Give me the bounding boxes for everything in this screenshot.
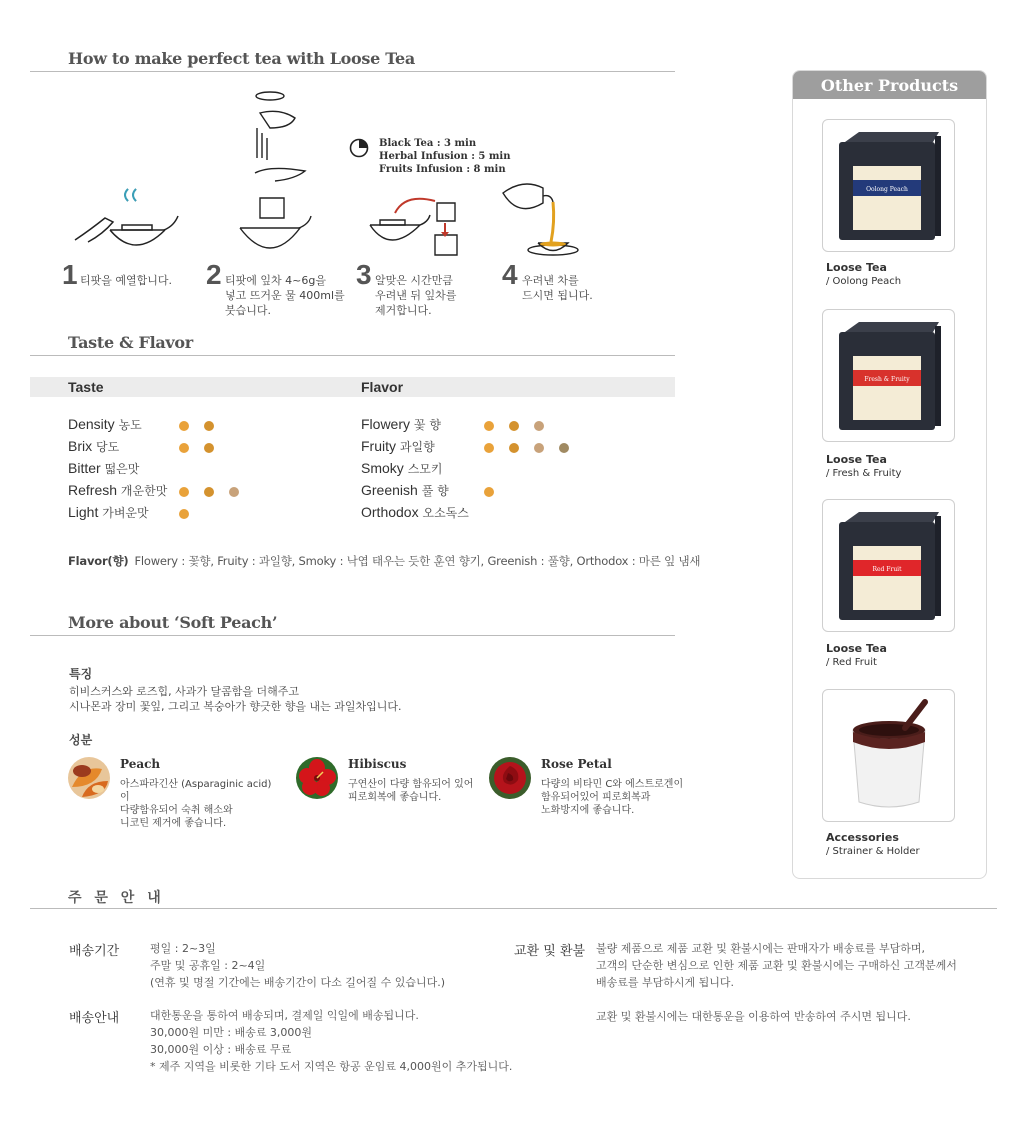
level-dot [484, 421, 494, 431]
tea-tin-image [823, 120, 954, 251]
taste-level-dots [179, 482, 254, 502]
level-dot [509, 421, 519, 431]
product-name[interactable]: / Strainer & Holder [826, 846, 920, 857]
product-category[interactable]: Accessories [826, 831, 899, 844]
delivery-info-lines [150, 1007, 512, 1075]
level-dot [204, 443, 214, 453]
ingredient-name-peach: Peach [120, 757, 161, 771]
other-products-title: Other Products [793, 71, 986, 99]
step-4-number: 4 [502, 259, 518, 290]
tin-label: Red Fruit [872, 566, 902, 573]
other-products-sidebar [792, 70, 987, 879]
delivery-period-line: 평일 : 2~3일 [150, 942, 216, 955]
step-3-number: 3 [356, 259, 372, 290]
feature-label: 특징 [69, 667, 93, 681]
flavor-legend-label: Flavor(향) [68, 554, 129, 568]
ingredients-label: 성분 [69, 733, 93, 747]
level-dot [484, 487, 494, 497]
taste-flavor-title: Taste & Flavor [68, 333, 193, 352]
flavor-row [361, 460, 442, 480]
tin-label: Oolong Peach [866, 186, 908, 193]
delivery-period-lines [150, 940, 445, 991]
step-1-number: 1 [62, 259, 78, 290]
taste-label: Bitter [68, 460, 101, 476]
flavor-label: Smoky [361, 460, 404, 476]
delivery-period-label: 배송기간 [69, 944, 120, 959]
strainer-holder-image [823, 690, 954, 821]
product-name[interactable]: / Red Fruit [826, 657, 877, 668]
taste-label: Refresh [68, 482, 118, 498]
product-fresh-fruity[interactable] [822, 309, 955, 442]
flavor-label: Fruity [361, 438, 396, 454]
product-category[interactable]: Loose Tea [826, 453, 887, 466]
product-category[interactable]: Loose Tea [826, 261, 887, 274]
step-2-text: 티팟에 잎차 4~6g을 넣고 뜨거운 물 400ml를 붓습니다. [225, 274, 345, 317]
taste-level-dots [179, 416, 229, 436]
brew-time-black: Black Tea : 3 min [379, 138, 477, 149]
product-strainer-holder[interactable] [822, 689, 955, 822]
peach-image [68, 757, 110, 799]
taste-header: Taste [68, 379, 104, 395]
delivery-info-line: 30,000원 이상 : 배송료 무료 [150, 1043, 292, 1056]
flavor-row [361, 438, 435, 458]
flavor-label-ko: 과일향 [399, 440, 435, 454]
taste-row [68, 416, 142, 436]
flavor-header: Flavor [361, 379, 404, 395]
flavor-label-ko: 꽃 향 [413, 418, 441, 432]
product-name[interactable]: / Oolong Peach [826, 276, 902, 287]
step-2-number: 2 [206, 259, 222, 290]
flavor-row [361, 416, 441, 436]
taste-level-dots [179, 438, 229, 458]
exchange-line: 고객의 단순한 변심으로 인한 제품 교환 및 환불시에는 구매하신 고객분께서 [596, 959, 957, 972]
more-about-divider [30, 635, 675, 636]
taste-row [68, 460, 139, 480]
ingredient-desc-peach: 아스파라긴산 (Asparaginic acid) 이 다량함유되어 숙취 해소와 니코틴 제거에 좋습니다. [120, 779, 272, 829]
taste-row [68, 482, 167, 502]
flavor-label-ko: 오소독스 [422, 506, 469, 520]
taste-label: Brix [68, 438, 93, 454]
level-dot [534, 443, 544, 453]
exchange-line: 교환 및 환불시에는 대한통운을 이용하여 반송하여 주시면 됩니다. [596, 1010, 911, 1023]
flavor-label-ko: 풀 향 [421, 484, 449, 498]
flavor-label: Orthodox [361, 504, 419, 520]
how-to-divider [30, 71, 675, 72]
delivery-info-label: 배송안내 [69, 1011, 120, 1026]
feature-text: 히비스커스와 로즈힙, 사과가 달콤함을 더해주고 시나몬과 장미 꽃잎, 그리고 복숭아가 향긋한 향을 내는 과일차입니다. [69, 685, 402, 713]
taste-label-ko: 가벼운맛 [102, 506, 149, 520]
delivery-info-line: 대한통운을 통하여 배송되며, 결제일 익일에 배송됩니다. [150, 1009, 419, 1022]
kettle-pouring-icon [235, 88, 315, 263]
exchange-label: 교환 및 환불 [514, 944, 586, 959]
step-4-text: 우려낸 차를 드시면 됩니다. [522, 274, 593, 302]
delivery-period-line: 주말 및 공휴일 : 2~4일 [150, 959, 266, 972]
flavor-row [361, 482, 449, 502]
timer-icon [349, 138, 369, 162]
level-dot [179, 443, 189, 453]
delivery-period-line: (연휴 및 명절 기간에는 배송기간이 다소 길어질 수 있습니다.) [150, 976, 446, 989]
rose-image [489, 757, 531, 799]
step-1-text: 티팟을 예열합니다. [80, 274, 173, 287]
taste-row [68, 438, 119, 458]
how-to-title: How to make perfect tea with Loose Tea [68, 49, 415, 68]
taste-label-ko: 개운한맛 [120, 484, 168, 498]
brew-time-herbal: Herbal Infusion : 5 min [379, 151, 511, 162]
ingredient-desc-rose: 다량의 비타민 C와 에스트로겐이 함유되어있어 피로회복과 노화방지에 좋습니다. [541, 779, 684, 816]
pour-tea-icon [498, 178, 593, 263]
taste-label-ko: 떫은맛 [104, 462, 140, 476]
tea-tin-image [823, 310, 954, 441]
taste-row [68, 504, 149, 524]
taste-label-ko: 농도 [118, 418, 142, 432]
more-about-title: More about ‘Soft Peach’ [68, 613, 278, 632]
product-oolong-peach[interactable] [822, 119, 955, 252]
brew-times [379, 137, 510, 176]
taste-label: Light [68, 504, 99, 520]
taste-level-dots [179, 504, 204, 524]
level-dot [204, 421, 214, 431]
remove-leaves-icon [365, 185, 465, 260]
exchange-line: 배송료를 부담하시게 됩니다. [596, 976, 735, 989]
product-red-fruit[interactable] [822, 499, 955, 632]
ingredient-desc-hibiscus: 구연산이 다량 함유되어 있어 피로회복에 좋습니다. [348, 779, 474, 803]
flavor-label-ko: 스모키 [407, 462, 443, 476]
tin-label: Fresh & Fruity [864, 376, 910, 383]
taste-flavor-divider [30, 355, 675, 356]
order-info-title: 주 문 안 내 [68, 890, 165, 906]
ingredient-name-hibiscus: Hibiscus [348, 757, 407, 771]
level-dot [534, 421, 544, 431]
level-dot [509, 443, 519, 453]
exchange-line: 불량 제품으로 제품 교환 및 환불시에는 판매자가 배송료를 부담하며, [596, 942, 925, 955]
flavor-level-dots [484, 438, 584, 458]
flavor-legend-text: Flowery : 꽃향, Fruity : 과일향, Smoky : 낙엽 태우는 듯한 훈연 향기, Greenish : 풀향, Orthodox : 마른 잎 냄새 [134, 554, 701, 568]
level-dot [559, 443, 569, 453]
flavor-level-dots [484, 482, 509, 502]
flavor-label: Greenish [361, 482, 418, 498]
ingredient-name-rose: Rose Petal [541, 757, 612, 771]
flavor-label: Flowery [361, 416, 411, 432]
flavor-level-dots [484, 416, 559, 436]
hibiscus-image [296, 757, 338, 799]
teapot-warming-icon [70, 185, 180, 260]
flavor-row [361, 504, 469, 524]
level-dot [484, 443, 494, 453]
flavor-legend [68, 553, 700, 569]
product-category[interactable]: Loose Tea [826, 642, 887, 655]
tea-tin-image [823, 500, 954, 631]
level-dot [229, 487, 239, 497]
delivery-info-line: * 제주 지역을 비롯한 기타 도서 지역은 항공 운임료 4,000원이 추가됩니다. [150, 1060, 513, 1073]
taste-label: Density [68, 416, 115, 432]
exchange-spacer [596, 991, 957, 1008]
step-3-text: 알맞은 시간만큼 우려낸 뒤 잎차를 제거합니다. [375, 274, 457, 317]
brew-time-fruits: Fruits Infusion : 8 min [379, 164, 506, 175]
order-info-divider [30, 908, 997, 909]
exchange-lines [596, 940, 957, 1025]
level-dot [179, 421, 189, 431]
delivery-info-line: 30,000원 미만 : 배송료 3,000원 [150, 1026, 313, 1039]
taste-flavor-header-bar [30, 377, 675, 397]
product-name[interactable]: / Fresh & Fruity [826, 468, 902, 479]
level-dot [204, 487, 214, 497]
level-dot [179, 487, 189, 497]
level-dot [179, 509, 189, 519]
taste-label-ko: 당도 [96, 440, 120, 454]
